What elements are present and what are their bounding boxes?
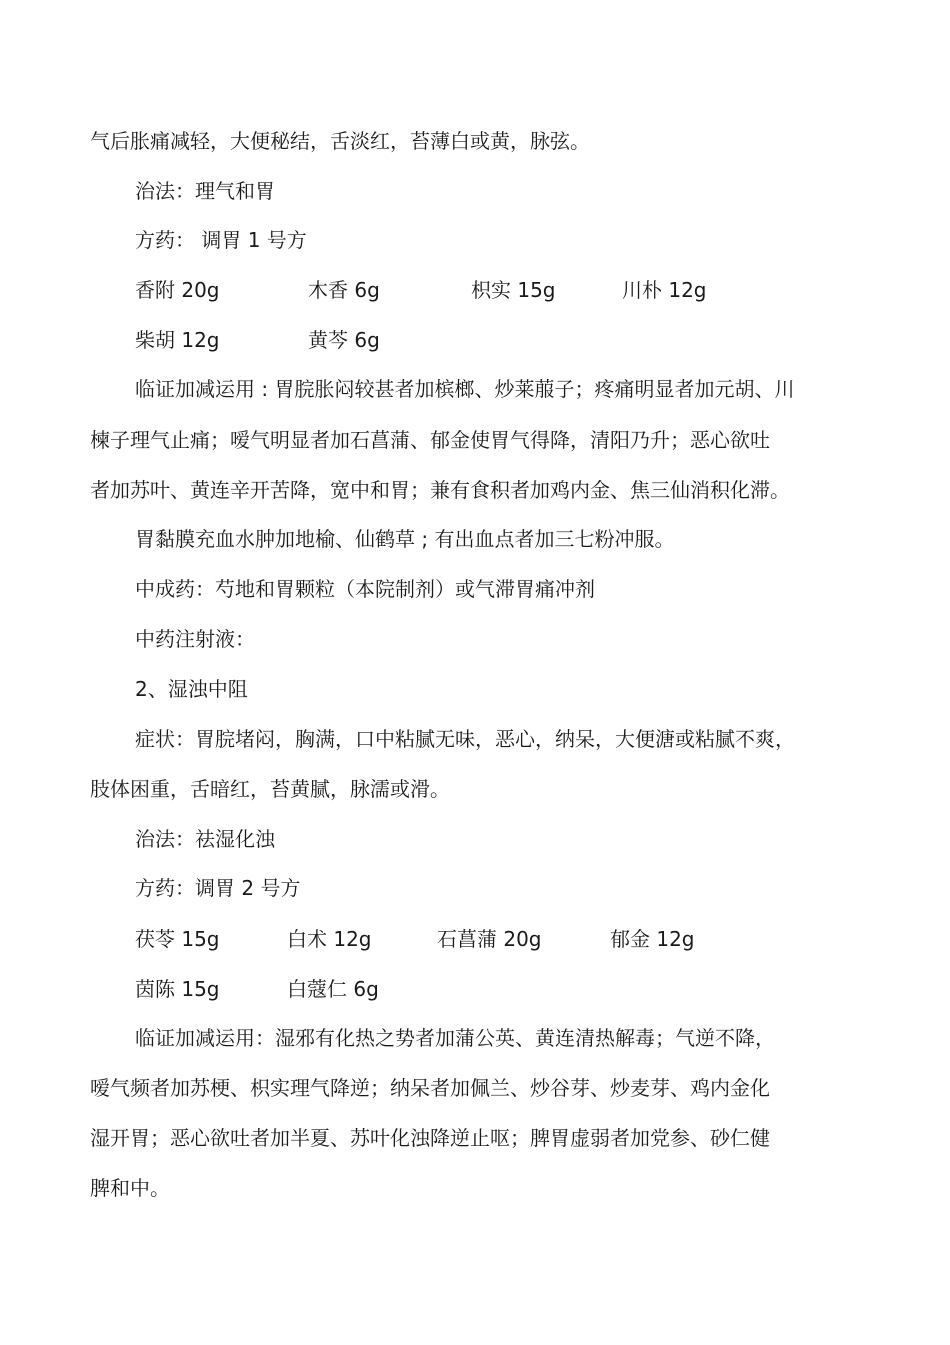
modification-2-line2: 嗳气频者加苏梗、枳实理气降逆；纳呆者加佩兰、炒谷芽、炒麦芽、鸡内金化 [90,1076,770,1100]
herb-item: 白术 12g [287,927,372,951]
prescription-title-2: 方药：调胃 2 号方 [135,876,301,900]
herb-item: 茯苓 15g [135,927,220,951]
modification-1-line3: 者加苏叶、黄连辛开苦降，宽中和胃；兼有食积者加鸡内金、焦三仙消积化滞。 [90,478,790,502]
treatment-method-1: 治法：理气和胃 [135,179,275,203]
modification-1-line1: 临证加减运用 : 胃脘胀闷较甚者加槟榔、炒莱菔子；疼痛明显者加元胡、川 [135,377,795,401]
modification-1-line4: 胃黏膜充血水肿加地榆、仙鹤草 ; 有出血点者加三七粉冲服。 [135,527,675,551]
herb-item: 茵陈 15g [135,977,220,1001]
symptoms-2-line1: 症状：胃脘堵闷，胸满，口中粘腻无味，恶心，纳呆，大便溏或粘腻不爽， [135,727,795,751]
herb-item: 郁金 12g [610,927,695,951]
herb-item: 枳实 15g [471,278,556,302]
modification-2-line4: 脾和中。 [90,1176,170,1200]
injection-label: 中药注射液： [135,627,255,651]
herb-item: 木香 6g [308,278,380,302]
herb-row-2a [0,925,950,953]
herb-row-2b [0,975,950,1003]
modification-2-line1: 临证加减运用：湿邪有化热之势者加蒲公英、黄连清热解毒；气逆不降， [135,1026,775,1050]
paragraph-symptom-end: 气后胀痛减轻，大便秘结，舌淡红，苔薄白或黄，脉弦。 [90,129,590,153]
modification-2-line3: 湿开胃；恶心欲吐者加半夏、苏叶化浊降逆止呕；脾胃虚弱者加党参、砂仁健 [90,1126,770,1150]
section-heading-2: 2、湿浊中阻 [135,677,248,701]
patent-medicine: 中成药：芍地和胃颗粒（本院制剂）或气滞胃痛冲剂 [135,577,595,601]
herb-row-1a [0,276,950,304]
modification-1-line2: 楝子理气止痛；嗳气明显者加石菖蒲、郁金使胃气得降，清阳乃升；恶心欲吐 [90,428,770,452]
herb-item: 白蔻仁 6g [287,977,379,1001]
prescription-title-1: 方药： 调胃 1 号方 [135,228,307,252]
treatment-method-2: 治法：祛湿化浊 [135,827,275,851]
herb-item: 柴胡 12g [135,328,220,352]
herb-item: 香附 20g [135,278,220,302]
herb-item: 黄芩 6g [308,328,380,352]
symptoms-2-line2: 肢体困重，舌暗红，苔黄腻，脉濡或滑。 [90,777,450,801]
herb-row-1b [0,326,950,354]
herb-item: 石菖蒲 20g [437,927,542,951]
herb-item: 川朴 12g [622,278,707,302]
